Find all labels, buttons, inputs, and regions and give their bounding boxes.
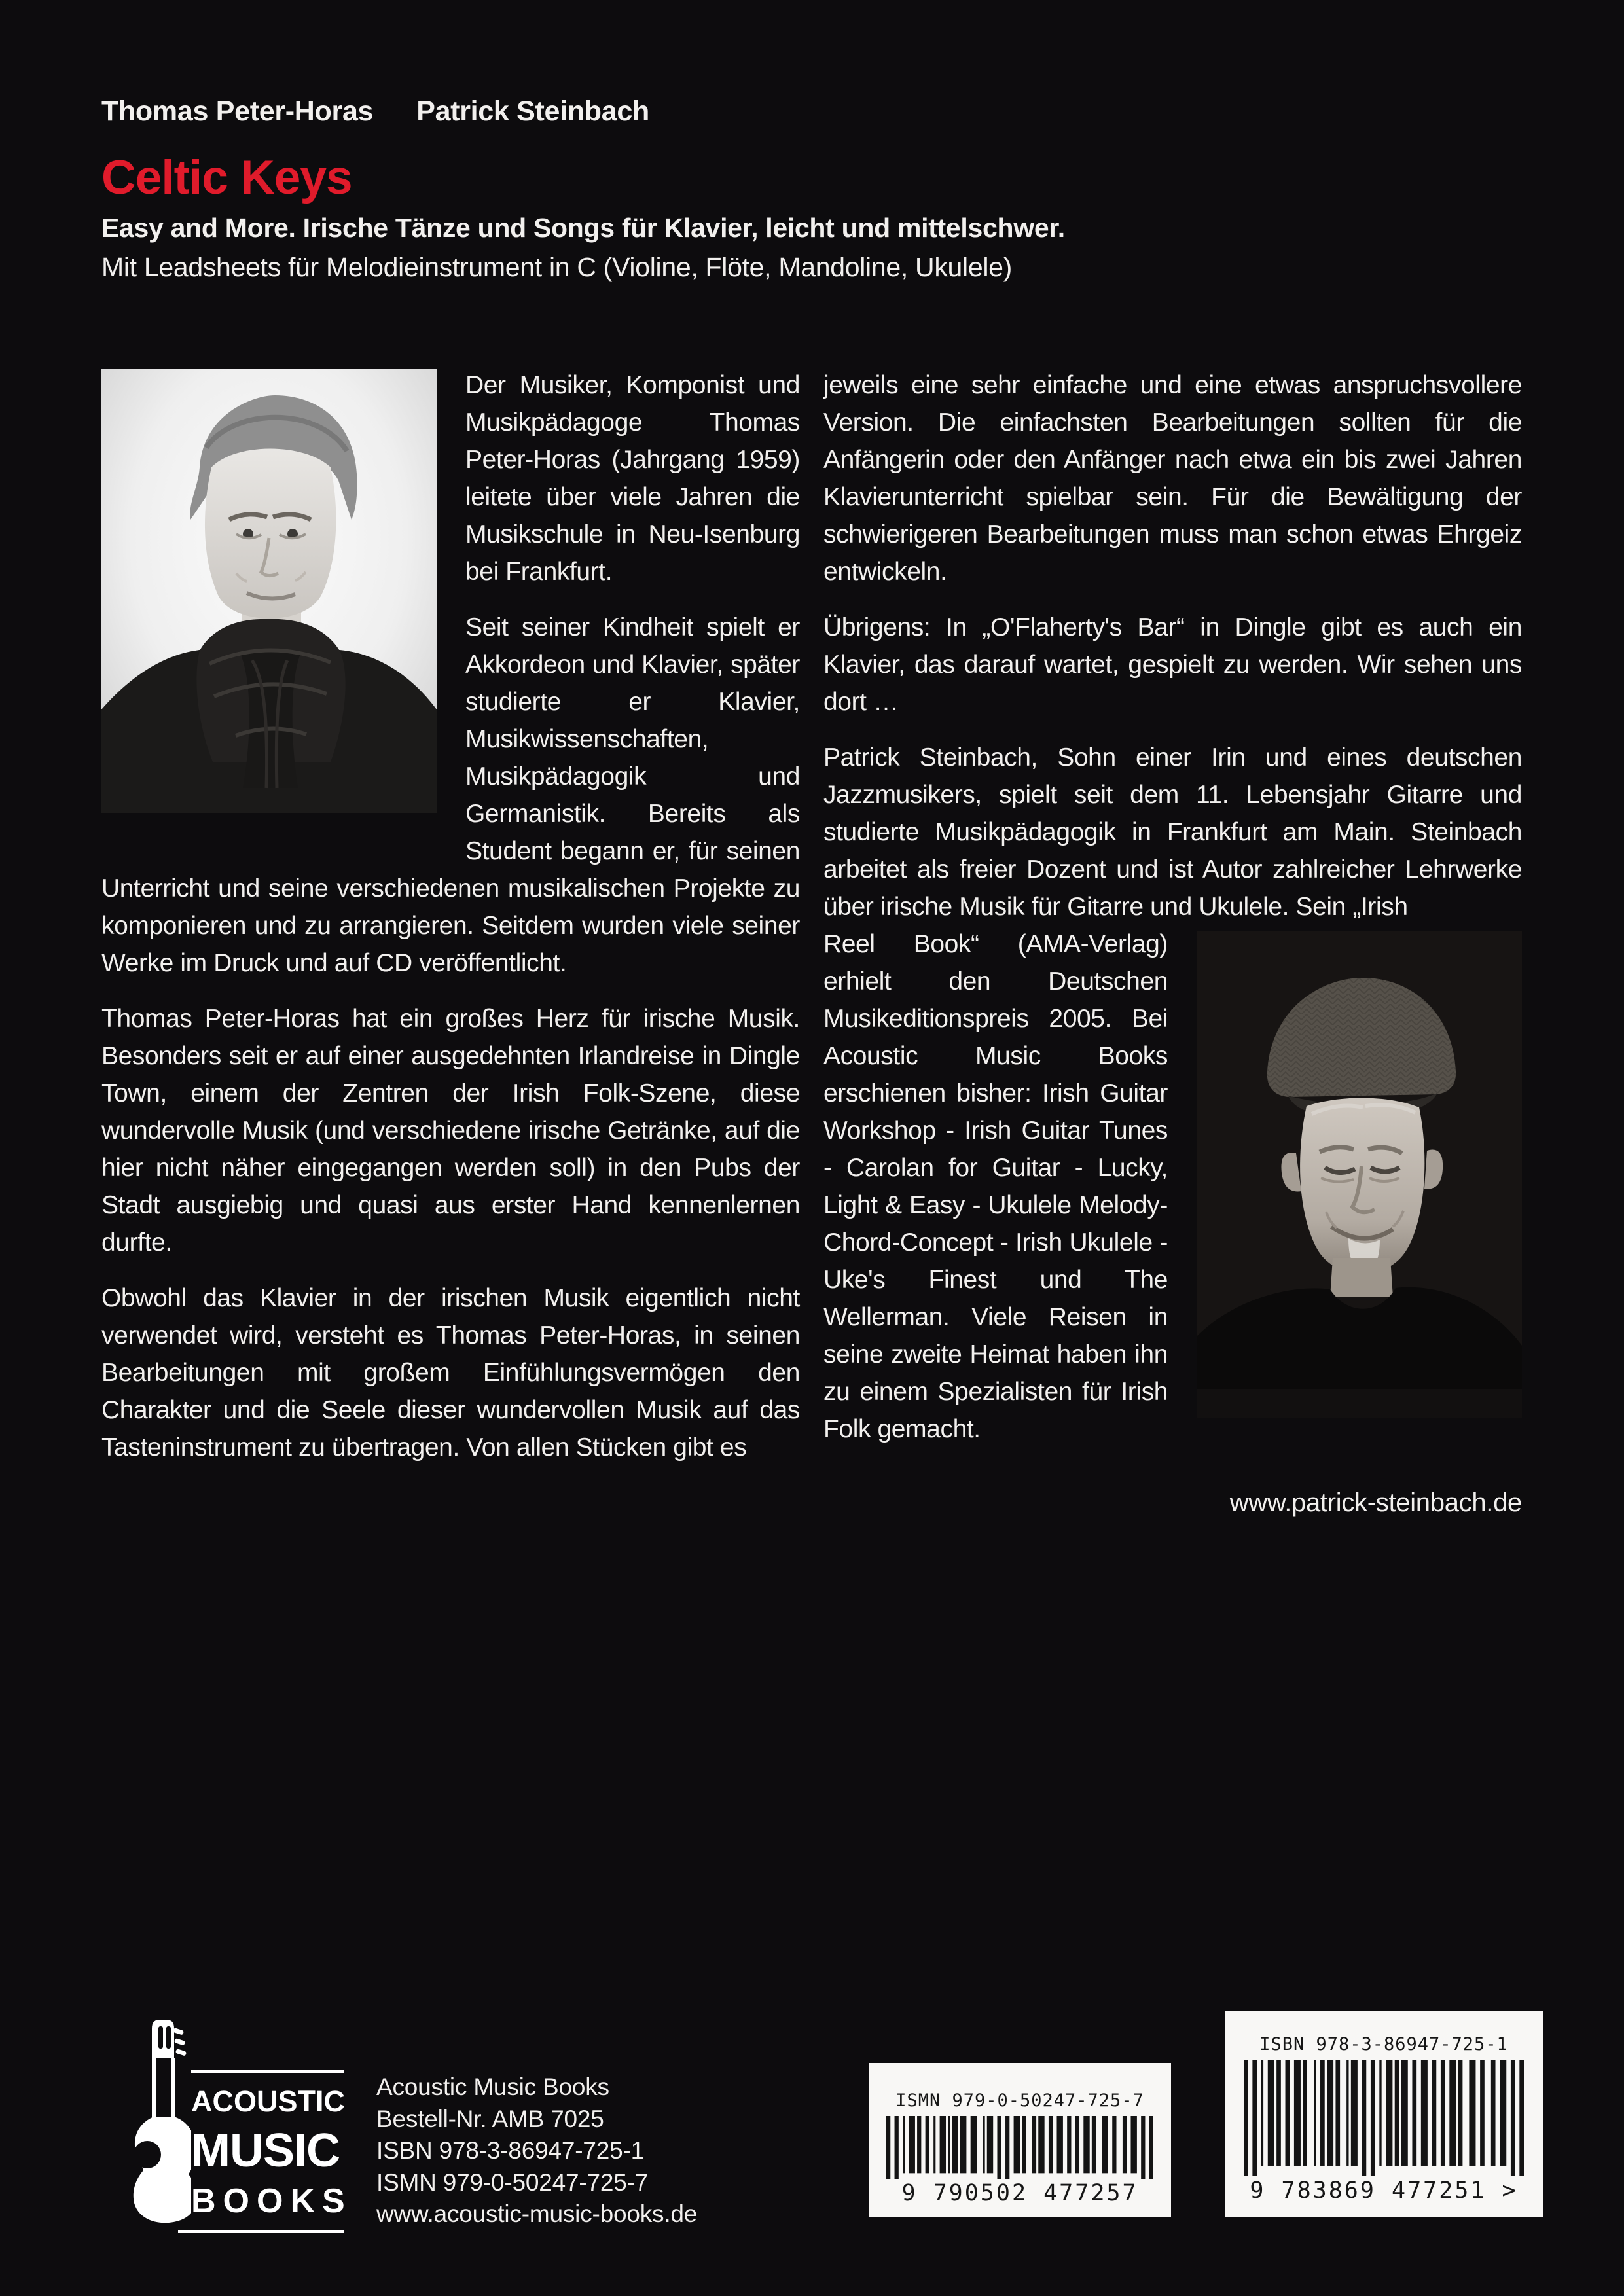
isbn-barcode-label: ISBN 978-3-86947-725-1 (1259, 2034, 1508, 2054)
thomas-peter-horas-photo (101, 369, 437, 813)
thomas-portrait-image (101, 369, 437, 813)
subtitle-bold: Easy and More. Irische Tänze und Songs für Klavier, leicht und mittelschwer. (101, 213, 1065, 243)
book-title: Celtic Keys (101, 151, 352, 204)
biography-columns (101, 367, 1523, 1522)
subtitle-instruments: Mit Leadsheets für Melodieinstrument in C (Violine, Flöte, Mandoline, Ukulele) (101, 252, 1013, 282)
right-column (823, 367, 1522, 1522)
publisher-website-link[interactable]: www.acoustic-music-books.de (376, 2200, 698, 2228)
author-name-patrick: Patrick Steinbach (416, 96, 649, 127)
publisher-info (376, 2072, 697, 2231)
header (101, 96, 1065, 283)
bio-paragraph: Thomas Peter-Horas hat ein großes Herz für irische Musik. Besonders seit er auf einer ausgedehnten Irlandreise in Dingle Town, einem der Zentren der Irish Folk-Szene, diese wundervolle Musik (und verschiedene irische Getränke, auf die hier nicht näher eingegangen werden soll) in den Pubs der Stadt ausgiebig und quasi aus erster Hand kennenlernen durfte. (101, 1005, 800, 1257)
patrick-portrait-image (1197, 931, 1522, 1418)
isbn-line: ISBN 978-3-86947-725-1 (376, 2137, 645, 2164)
bio-paragraph: Patrick Steinbach, Sohn einer Irin und eines deutschen Jazzmusikers, spielt seit dem 11. Lebensjahr Gitarre und studierte Musikpädagogik in Frankfurt am Main. Steinbach arbeitet als freier Dozent und ist Autor zahlreicher Lehrwerke über irische Musik für Gitarre und Ukulele. Sein „Irish (823, 744, 1522, 921)
order-number: Bestell-Nr. AMB 7025 (376, 2105, 604, 2132)
paragraph-with-photo (823, 925, 1522, 1448)
isbn-barcode (1225, 2011, 1543, 2217)
patrick-website-link[interactable]: www.patrick-steinbach.de (1229, 1488, 1522, 1517)
acoustic-music-books-logo (191, 2070, 352, 2233)
logo-text-acoustic: ACOUSTIC (191, 2085, 345, 2118)
logo-text-music: MUSIC (191, 2125, 340, 2177)
ismn-line: ISMN 979-0-50247-725-7 (376, 2168, 649, 2196)
logo-rule-top (191, 2070, 344, 2073)
logo-rule-bottom (178, 2230, 344, 2233)
bio-paragraph: Übrigens: In „O'Flaherty's Bar“ in Dingle gibt es auch ein Klavier, das darauf wartet, gespielt zu werden. Wir sehen uns dort … (823, 613, 1522, 716)
isbn-barcode-digits: 9 783869 477251 > (1250, 2178, 1518, 2204)
ismn-barcode-bars (886, 2116, 1153, 2179)
logo-text-books: BOOKS (191, 2182, 352, 2220)
left-column (101, 367, 800, 1522)
isbn-barcode-bars (1244, 2060, 1524, 2176)
publisher-name: Acoustic Music Books (376, 2073, 609, 2100)
bio-paragraph: Reel Book“ (AMA-Verlag) erhielt den Deutschen Musikeditionspreis 2005. Bei Acoustic Music Books erschienen bisher: Irish Guitar Workshop - Irish Guitar Tunes - Carolan for Guitar - Lucky, Light & Easy - Ukulele Melody-Chord-Concept - Irish Ukulele - Uke's Finest und The Wellerman. Viele Reisen in seine zweite Heimat haben ihn zu einem Spezialisten für Irish Folk gemacht. (823, 930, 1168, 1443)
bio-paragraph: Seit seiner Kindheit spielt er Akkordeon und Klavier, später studierte er Klavier, Musikwissenschaften, Musikpädagogik und Germanistik. Bereits als Student begann er, für seinen Unterricht und seine verschiedenen musikalischen Projekte zu komponieren und zu arrangieren. Seitdem wurden viele seiner Werke im Druck und auf CD veröffentlicht. (101, 613, 800, 977)
bio-paragraph: jeweils eine sehr einfache und eine etwas anspruchsvollere Version. Die einfachsten Bearbeitungen sollten für die Anfängerin oder den Anfänger nach etwa ein bis zwei Jahren Klavierunterricht spielbar sein. Für die Bewältigung der schwierigeren Bearbeitungen muss man schon etwas Ehrgeiz entwickeln. (823, 371, 1522, 586)
ismn-barcode (869, 2063, 1171, 2217)
ismn-barcode-label: ISMN 979-0-50247-725-7 (895, 2090, 1144, 2111)
bio-paragraph: Der Musiker, Komponist und Musikpädagoge Thomas Peter-Horas (Jahrgang 1959) leitete über viele Jahren die Musikschule in Neu-Isenburg bei Frankfurt. (465, 371, 800, 586)
authors-line (101, 96, 1065, 128)
bio-paragraph: Obwohl das Klavier in der irischen Musik eigentlich nicht verwendet wird, versteht es Thomas Peter-Horas, in seinen Bearbeitungen mit großem Einfühlungsvermögen den Charakter und die Seele dieser wundervollen Musik auf das Tasteninstrument zu übertragen. Von allen Stücken gibt es (101, 1284, 800, 1462)
author-name-thomas: Thomas Peter-Horas (101, 96, 374, 127)
ismn-barcode-digits: 9 790502 477257 (901, 2180, 1138, 2206)
patrick-steinbach-photo (1197, 931, 1522, 1418)
